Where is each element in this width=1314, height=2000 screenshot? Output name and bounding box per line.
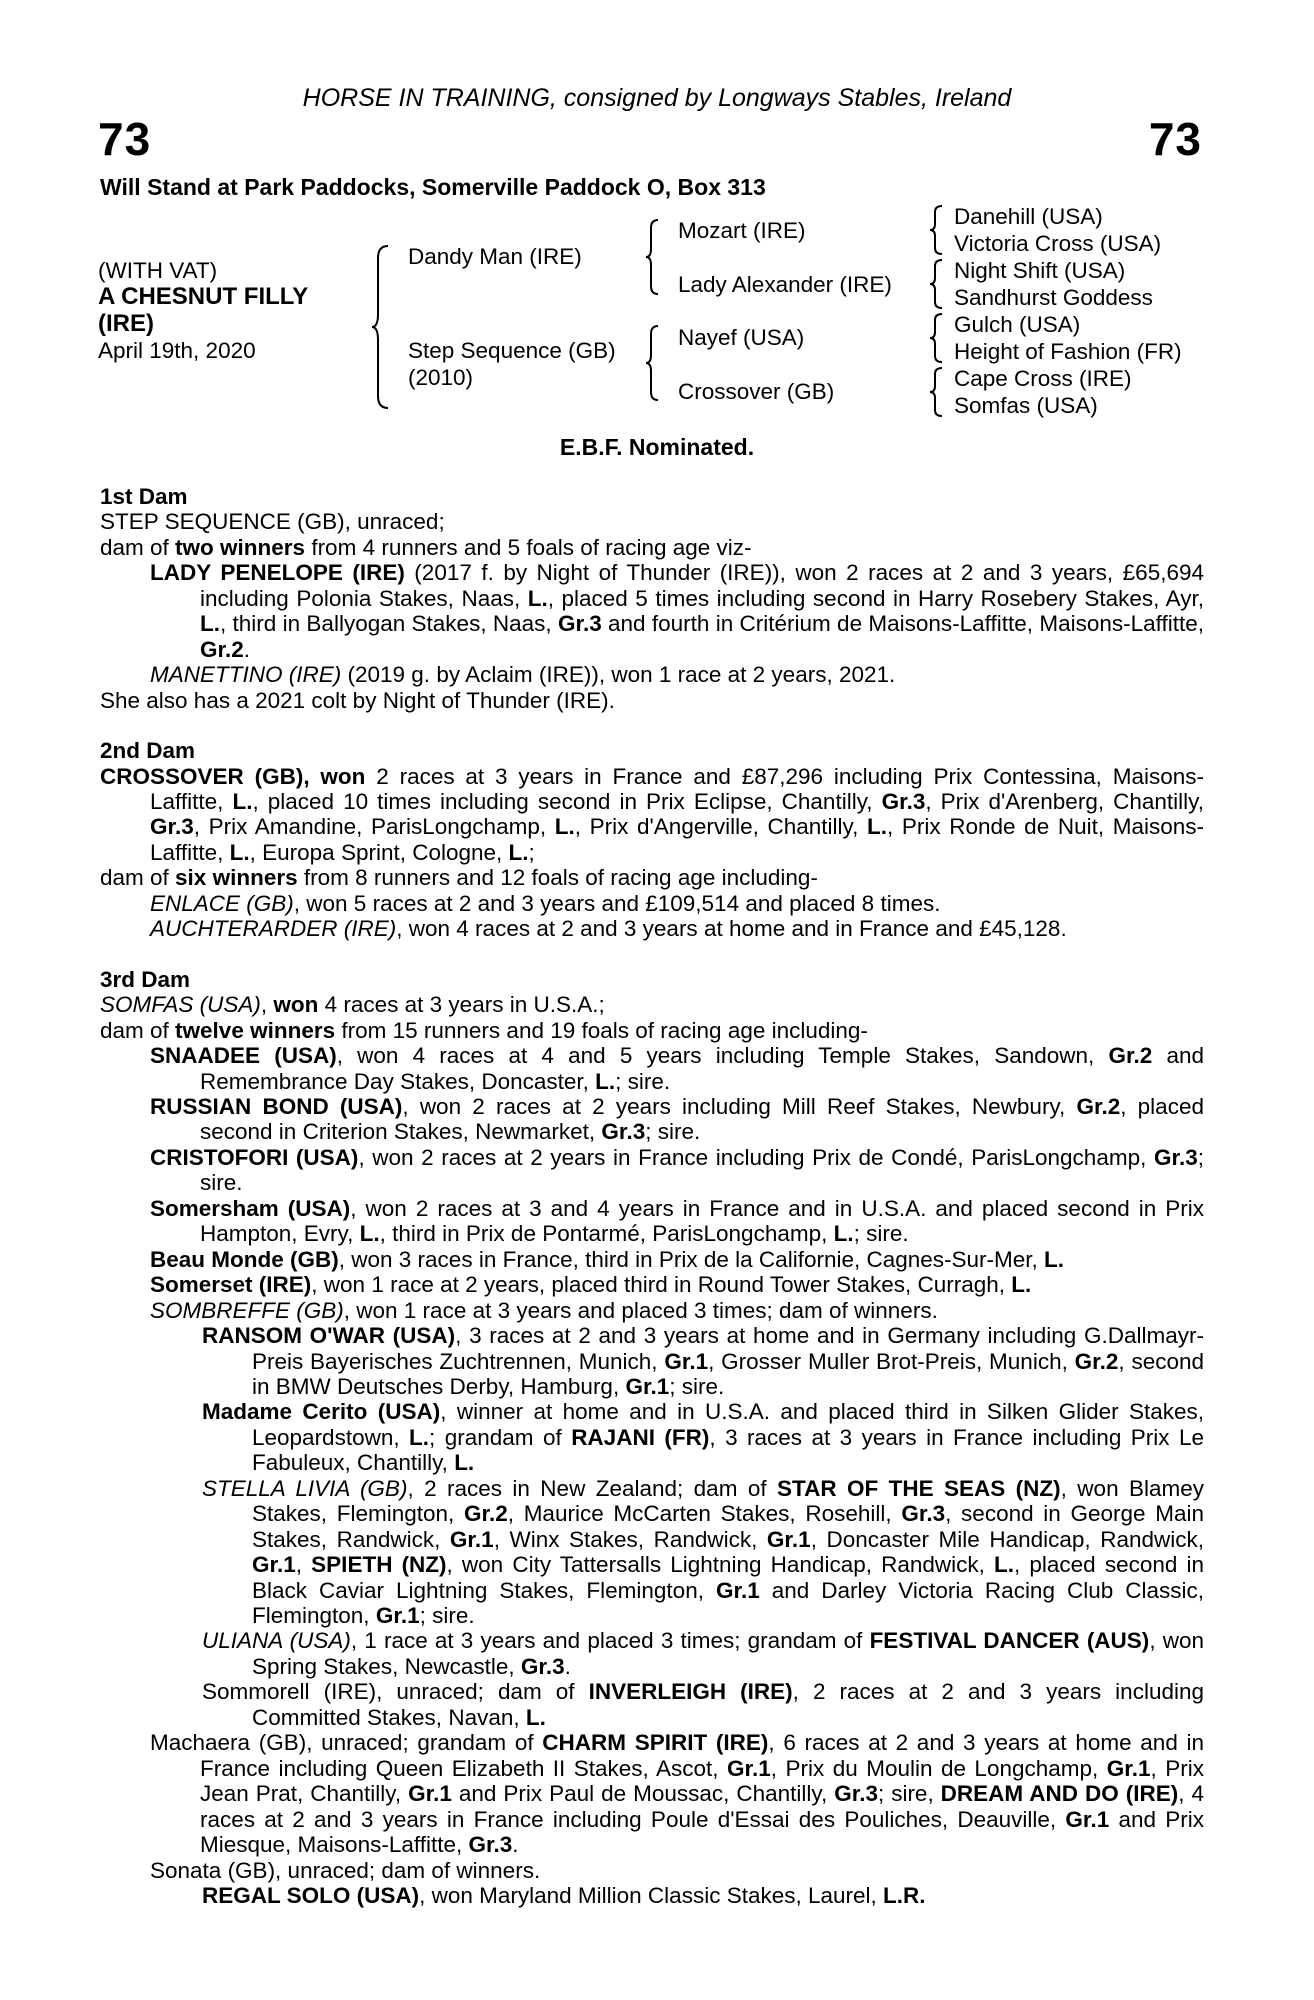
granddam-2: Sandhurst Goddess <box>954 285 1153 310</box>
lot-number-right: 73 <box>1148 113 1202 165</box>
grandsire-4: Cape Cross (IRE) <box>954 366 1132 391</box>
produce-entry: Somersham (USA), won 2 races at 3 and 4 years in France and in U.S.A. and placed second in Prix Hampton, Evry, L., third in Prix de Pontarmé, ParisLongchamp, L.; sire. <box>150 1195 1204 1247</box>
grand-produce-entry: Sommorell (IRE), unraced; dam of INVERLEIGH (IRE), 2 races at 2 and 3 years including Committed Stakes, Navan, L. <box>202 1679 1204 1730</box>
produce-entry: Sonata (GB), unraced; dam of winners. <box>150 1857 541 1883</box>
produce-entry: ENLACE (GB), won 5 races at 2 and 3 years and £109,514 and placed 8 times. <box>150 890 941 916</box>
lot-number-left: 73 <box>98 113 152 165</box>
grand-produce-entry: Madame Cerito (USA), winner at home and in U.S.A. and placed third in Silken Glider Stakes, Leopardstown, L.; grandam of RAJANI (FR), 3 races at 3 years in France including Prix Le Fabuleux, Chantilly, L. <box>202 1399 1204 1476</box>
stand-location: Will Stand at Park Paddocks, Somerville Paddock O, Box 313 <box>100 174 766 200</box>
produce-note: She also has a 2021 colt by Night of Thunder (IRE). <box>100 687 615 713</box>
grand-produce-entry: REGAL SOLO (USA), won Maryland Million Classic Stakes, Laurel, L.R. <box>202 1883 926 1909</box>
grandsire-3: Gulch (USA) <box>954 312 1081 337</box>
produce-entry: AUCHTERARDER (IRE), won 4 races at 2 and 3 years at home and in France and £45,128. <box>150 916 1067 942</box>
foaling-date: April 19th, 2020 <box>98 338 256 363</box>
dam-year: (2010) <box>408 365 474 390</box>
grand-produce-entry: STELLA LIVIA (GB), 2 races in New Zealand; dam of STAR OF THE SEAS (NZ), won Blamey Stakes, Flemington, Gr.2, Maurice McCarten Stakes, Rosehill, Gr.3, second in George Main Stakes, Randwick, Gr.1, Winx Stakes, Randwick, Gr.1, Doncaster Mile Handicap, Randwick, Gr.1, SPIETH (NZ), won City Tattersalls Lightning Handicap, Randwick, L., placed second in Black Caviar Lightning Stakes, Flemington, Gr.1 and Darley Victoria Racing Club Classic, Flemington, Gr.1; sire. <box>202 1475 1205 1629</box>
produce-summary: dam of twelve winners from 15 runners and 19 foals of racing age including- <box>100 1017 868 1043</box>
pedigree-brace-main <box>370 244 390 410</box>
horse-description-origin: (IRE) <box>98 310 154 337</box>
grand-produce-entry: RANSOM O'WAR (USA), 3 races at 2 and 3 years at home and in Germany including G.Dallmayr-Preis Bayerisches Zuchtrennen, Munich, Gr.1, Grosser Muller Brot-Preis, Munich, Gr.2, second in BMW Deutsches Derby, Hamburg, Gr.1; sire. <box>202 1323 1204 1399</box>
section-heading: 1st Dam <box>100 484 188 509</box>
produce-entry: MANETTINO (IRE) (2019 g. by Aclaim (IRE)), won 1 race at 2 years, 2021. <box>150 662 896 688</box>
produce-summary: dam of six winners from 8 runners and 12 foals of racing age including- <box>100 865 818 891</box>
grandsire-1: Danehill (USA) <box>954 204 1103 229</box>
dam-sire: Nayef (USA) <box>678 325 805 350</box>
pedigree-brace-g2 <box>928 258 944 310</box>
sire-dam: Lady Alexander (IRE) <box>678 272 892 297</box>
produce-entry: Beau Monde (GB), won 3 races in France, third in Prix de la Californie, Cagnes-Sur-Mer, L. <box>150 1246 1065 1272</box>
produce-entry: Machaera (GB), unraced; grandam of CHARM SPIRIT (IRE), 6 races at 2 and 3 years at home and in France including Queen Elizabeth II Stakes, Ascot, Gr.1, Prix du Moulin de Longchamp, Gr.1, Prix Jean Prat, Chantilly, Gr.1 and Prix Paul de Moussac, Chantilly, Gr.3; sire, DREAM AND DO (IRE), 4 races at 2 and 3 years in France including Poule d'Essai des Pouliches, Deauville, Gr.1 and Prix Miesque, Maisons-Laffitte, Gr.3. <box>150 1730 1205 1858</box>
granddam-1: Victoria Cross (USA) <box>954 231 1162 256</box>
produce-summary: dam of two winners from 4 runners and 5 foals of racing age viz- <box>100 534 752 560</box>
dam-name: Step Sequence (GB) <box>408 338 616 363</box>
section-heading: 3rd Dam <box>100 966 191 992</box>
pedigree-brace-g1 <box>928 204 944 256</box>
dam-line: SOMFAS (USA), won 4 races at 3 years in U.S.A.; <box>100 992 605 1018</box>
dam-line: STEP SEQUENCE (GB), unraced; <box>100 509 445 535</box>
pedigree-brace-sire <box>644 218 660 296</box>
grandsire-2: Night Shift (USA) <box>954 258 1126 283</box>
ebf-nomination: E.B.F. Nominated. <box>559 434 755 460</box>
sire-sire: Mozart (IRE) <box>678 218 806 243</box>
section-heading: 2nd Dam <box>100 738 196 764</box>
produce-entry: SOMBREFFE (GB), won 1 race at 3 years and placed 3 times; dam of winners. <box>150 1297 938 1323</box>
sire-name: Dandy Man (IRE) <box>408 244 582 269</box>
produce-entry: SNAADEE (USA), won 4 races at 4 and 5 years including Temple Stakes, Sandown, Gr.2 and Remembrance Day Stakes, Doncaster, L.; sire. <box>150 1043 1204 1094</box>
pedigree-brace-g3 <box>928 312 944 364</box>
dam-line: CROSSOVER (GB), won 2 races at 3 years in France and £87,296 including Prix Contessina, Maisons-Laffitte, L., placed 10 times including second in Prix Eclipse, Chantilly, Gr.3, Prix d'Arenberg, Chantilly, Gr.3, Prix Amandine, ParisLongchamp, L., Prix d'Angerville, Chantilly, L., Prix Ronde de Nuit, Maisons-Laffitte, L., Europa Sprint, Cologne, L.; <box>100 763 1205 865</box>
granddam-3: Height of Fashion (FR) <box>954 339 1182 364</box>
granddam-4: Somfas (USA) <box>954 393 1098 418</box>
horse-description: A CHESNUT FILLY <box>98 283 309 310</box>
consignor-header: HORSE IN TRAINING, consigned by Longways Stables, Ireland <box>302 84 1012 112</box>
pedigree-notes <box>100 484 1204 1908</box>
grand-produce-entry: ULIANA (USA), 1 race at 3 years and placed 3 times; grandam of FESTIVAL DANCER (AUS), won Spring Stakes, Newcastle, Gr.3. <box>202 1628 1205 1679</box>
produce-entry: RUSSIAN BOND (USA), won 2 races at 2 years including Mill Reef Stakes, Newbury, Gr.2, placed second in Criterion Stakes, Newmarket, Gr.3; sire. <box>150 1093 1204 1145</box>
vat-note: (WITH VAT) <box>98 258 218 283</box>
produce-entry: CRISTOFORI (USA), won 2 races at 2 years in France including Prix de Condé, ParisLongchamp, Gr.3; sire. <box>150 1144 1204 1196</box>
dam-dam: Crossover (GB) <box>678 379 835 404</box>
produce-entry: Somerset (IRE), won 1 race at 2 years, placed third in Round Tower Stakes, Curragh, L. <box>150 1272 1032 1298</box>
produce-entry: LADY PENELOPE (IRE) (2017 f. by Night of Thunder (IRE)), won 2 races at 2 and 3 years, £65,694 including Polonia Stakes, Naas, L., placed 5 times including second in Harry Rosebery Stakes, Ayr, L., third in Ballyogan Stakes, Naas, Gr.3 and fourth in Critérium de Maisons-Laffitte, Maisons-Laffitte, Gr.2. <box>150 560 1204 662</box>
pedigree-brace-g4 <box>928 366 944 418</box>
third-dam-section <box>100 967 1204 1909</box>
first-dam-section <box>100 484 1204 713</box>
pedigree-brace-dam <box>644 324 660 402</box>
second-dam-section <box>100 738 1204 942</box>
